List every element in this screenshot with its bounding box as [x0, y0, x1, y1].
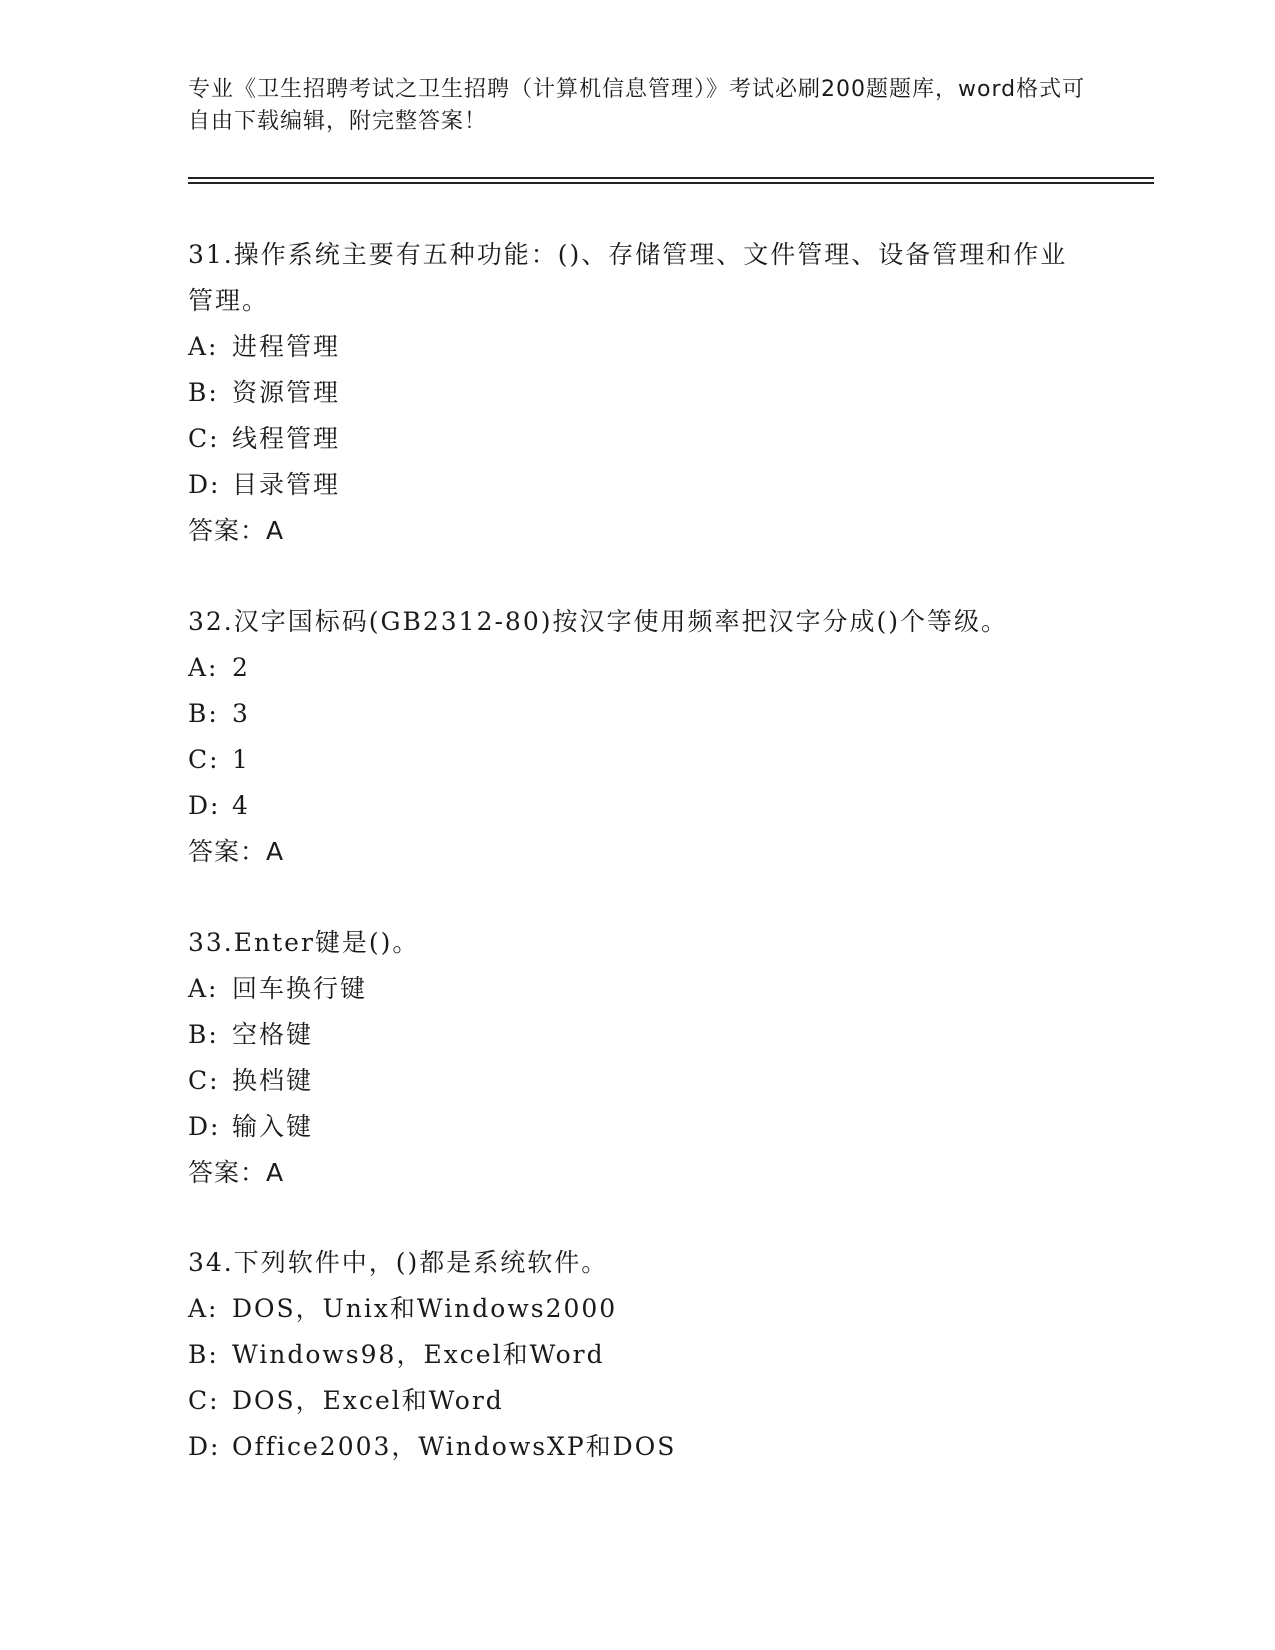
option-d	[188, 1104, 1078, 1150]
option-letter: B:	[188, 378, 219, 407]
answer-line: 答案：A	[188, 516, 285, 545]
option-text: Windows98，Excel和Word	[232, 1340, 605, 1369]
option-text: DOS，Unix和Windows2000	[232, 1294, 618, 1323]
option-text: 4	[232, 791, 250, 820]
option-text: DOS，Excel和Word	[232, 1386, 504, 1415]
option-d	[188, 783, 1078, 829]
option-c	[188, 1378, 1078, 1424]
header-divider-top	[188, 177, 1154, 179]
header-divider-bottom	[188, 182, 1154, 184]
option-letter: A:	[188, 653, 219, 682]
option-letter: C:	[188, 745, 220, 774]
option-c	[188, 737, 1078, 783]
option-c	[188, 416, 1078, 462]
option-b	[188, 370, 1078, 416]
option-b	[188, 1332, 1078, 1378]
question-stem: 31.操作系统主要有五种功能：()、存储管理、文件管理、设备管理和作业管理。	[188, 240, 1068, 315]
question-31	[188, 232, 1078, 554]
option-letter: A:	[188, 974, 219, 1003]
option-text: 空格键	[232, 1020, 314, 1049]
option-a	[188, 966, 1078, 1012]
answer-line: 答案：A	[188, 1158, 285, 1187]
question-stem: 34.下列软件中，()都是系统软件。	[188, 1248, 609, 1277]
option-text: 输入键	[232, 1112, 314, 1141]
option-letter: D:	[188, 470, 221, 499]
answer-line: 答案：A	[188, 837, 285, 866]
option-letter: B:	[188, 1020, 219, 1049]
option-a	[188, 324, 1078, 370]
option-text: 线程管理	[232, 424, 341, 453]
option-letter: B:	[188, 699, 219, 728]
option-text: 进程管理	[232, 332, 341, 361]
option-text: 1	[232, 745, 250, 774]
option-letter: D:	[188, 1432, 221, 1461]
option-letter: A:	[188, 1294, 219, 1323]
option-text: Office2003，WindowsXP和DOS	[232, 1432, 677, 1461]
option-text: 2	[232, 653, 250, 682]
option-b	[188, 691, 1078, 737]
option-text: 资源管理	[232, 378, 341, 407]
option-letter: C:	[188, 1066, 220, 1095]
option-text: 换档键	[232, 1066, 314, 1095]
option-letter: B:	[188, 1340, 219, 1369]
option-text: 3	[232, 699, 250, 728]
question-stem: 32.汉字国标码(GB2312-80)按汉字使用频率把汉字分成()个等级。	[188, 607, 1008, 636]
option-d	[188, 1424, 1078, 1470]
option-letter: C:	[188, 1386, 220, 1415]
option-text: 回车换行键	[232, 974, 368, 1003]
option-a	[188, 1286, 1078, 1332]
question-32	[188, 599, 1078, 875]
option-letter: D:	[188, 1112, 221, 1141]
option-letter: A:	[188, 332, 219, 361]
option-text: 目录管理	[232, 470, 341, 499]
document-header: 专业《卫生招聘考试之卫生招聘（计算机信息管理）》考试必刷200题题库，word格式可自由下载编辑，附完整答案！	[188, 77, 1086, 134]
question-stem: 33.Enter键是()。	[188, 928, 420, 957]
option-d	[188, 462, 1078, 508]
question-33	[188, 920, 1078, 1196]
option-a	[188, 645, 1078, 691]
option-b	[188, 1012, 1078, 1058]
option-c	[188, 1058, 1078, 1104]
option-letter: C:	[188, 424, 220, 453]
option-letter: D:	[188, 791, 221, 820]
question-34	[188, 1240, 1078, 1470]
